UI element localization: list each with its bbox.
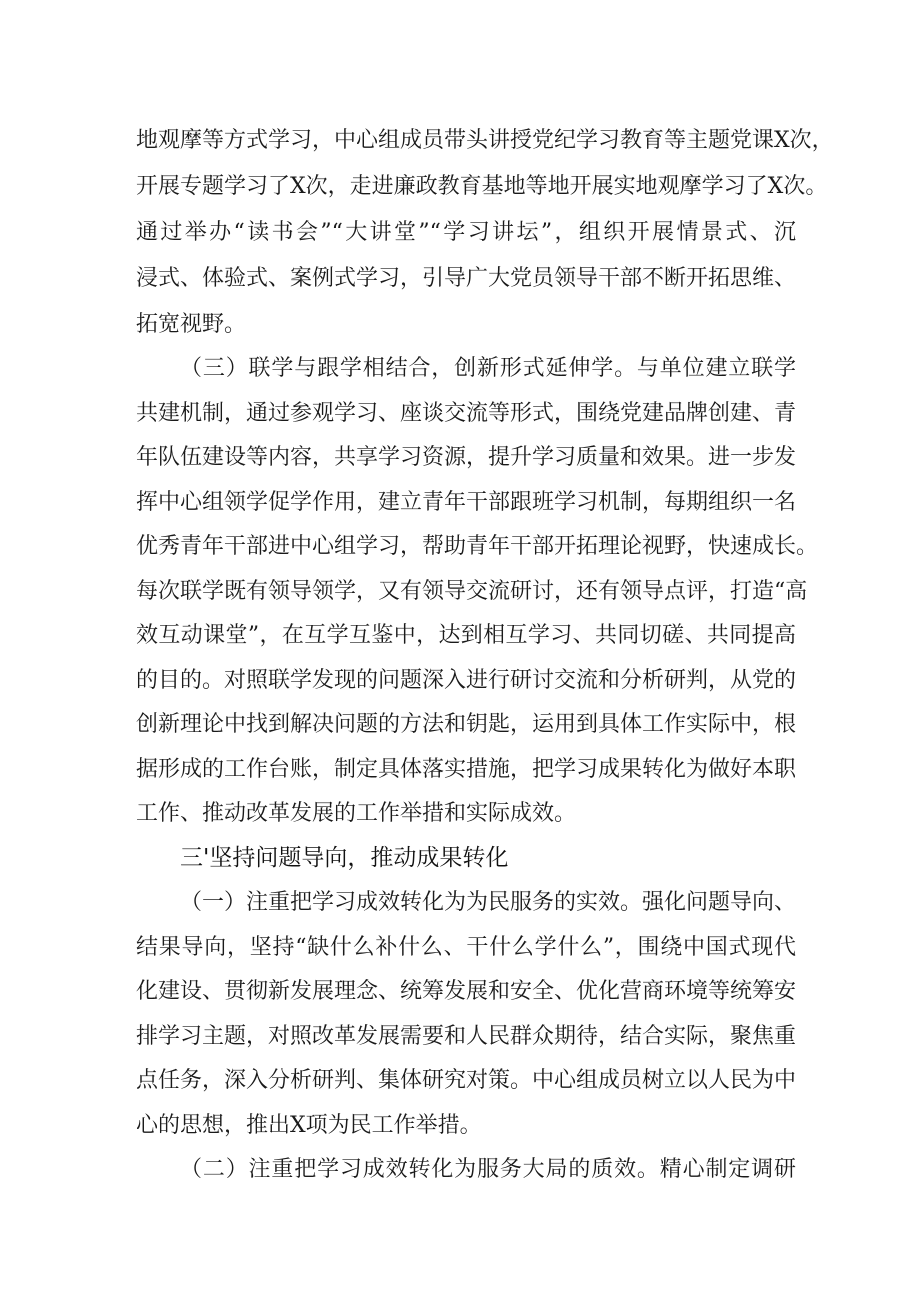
text-line: 通过举办“读书会”“大讲堂”“学习讲坛”，组织开展情景式、沉 bbox=[136, 220, 796, 245]
text-line: 优秀青年干部进中心组学习，帮助青年干部开拓理论视野，快速成长。 bbox=[136, 534, 819, 559]
text-line: 效互动课堂”，在互学互鉴中，达到相互学习、共同切磋、共同提高 bbox=[136, 623, 796, 648]
text-line: 每次联学既有领导领学，又有领导交流研讨，还有领导点评，打造“高 bbox=[136, 579, 808, 604]
text-line: 地观摩等方式学习，中心组成员带头讲授党纪学习教育等主题党课X次， bbox=[136, 128, 834, 153]
text-line: 挥中心组领学促学作用，建立青年干部跟班学习机制，每期组织一名 bbox=[136, 490, 797, 515]
text-line: 工作、推动改革发展的工作举措和实际成效。 bbox=[136, 801, 577, 826]
text-line: 创新理论中找到解决问题的方法和钥匙，运用到具体工作实际中，根 bbox=[136, 712, 797, 737]
text-line: 的目的。对照联学发现的问题深入进行研讨交流和分析研判，从党的 bbox=[136, 668, 797, 693]
text-line: 排学习主题，对照改革发展需要和人民群众期待，结合实际，聚焦重 bbox=[136, 1024, 797, 1049]
paragraph-start-line: （一）注重把学习成效转化为为民服务的实效。强化问题导向、 bbox=[180, 890, 797, 915]
text-line: 据形成的工作台账，制定具体落实措施，把学习成果转化为做好本职 bbox=[136, 757, 797, 782]
text-line: 心的思想，推出X项为民工作举措。 bbox=[136, 1113, 482, 1138]
paragraph-start-line: （二）注重把学习成效转化为服务大局的质效。精心制定调研 bbox=[180, 1157, 796, 1182]
text-line: 浸式、体验式、案例式学习，引导广大党员领导干部不断开拓思维、 bbox=[136, 266, 797, 291]
text-line: 化建设、贯彻新发展理念、统筹发展和安全、优化营商环境等统筹安 bbox=[136, 979, 797, 1004]
text-line: 拓宽视野。 bbox=[136, 312, 247, 337]
text-line: 结果导向，坚持“缺什么补什么、干什么学什么”，围绕中国式现代 bbox=[136, 935, 796, 960]
text-line: 年队伍建设等内容，共享学习资源，提升学习质量和效果。进一步发 bbox=[136, 445, 797, 470]
section-heading: 三'坚持问题导向，推动成果转化 bbox=[180, 845, 509, 871]
text-line: 共建机制，通过参观学习、座谈交流等形式，围绕党建品牌创建、青 bbox=[136, 401, 797, 426]
paragraph-start-line: （三）联学与跟学相结合，创新形式延伸学。与单位建立联学 bbox=[180, 356, 796, 381]
text-line: 点任务，深入分析研判、集体研究对策。中心组成员树立以人民为中 bbox=[136, 1068, 797, 1093]
text-line: 开展专题学习了X次，走进廉政教育基地等地开展实地观摩学习了X次。 bbox=[136, 174, 828, 199]
